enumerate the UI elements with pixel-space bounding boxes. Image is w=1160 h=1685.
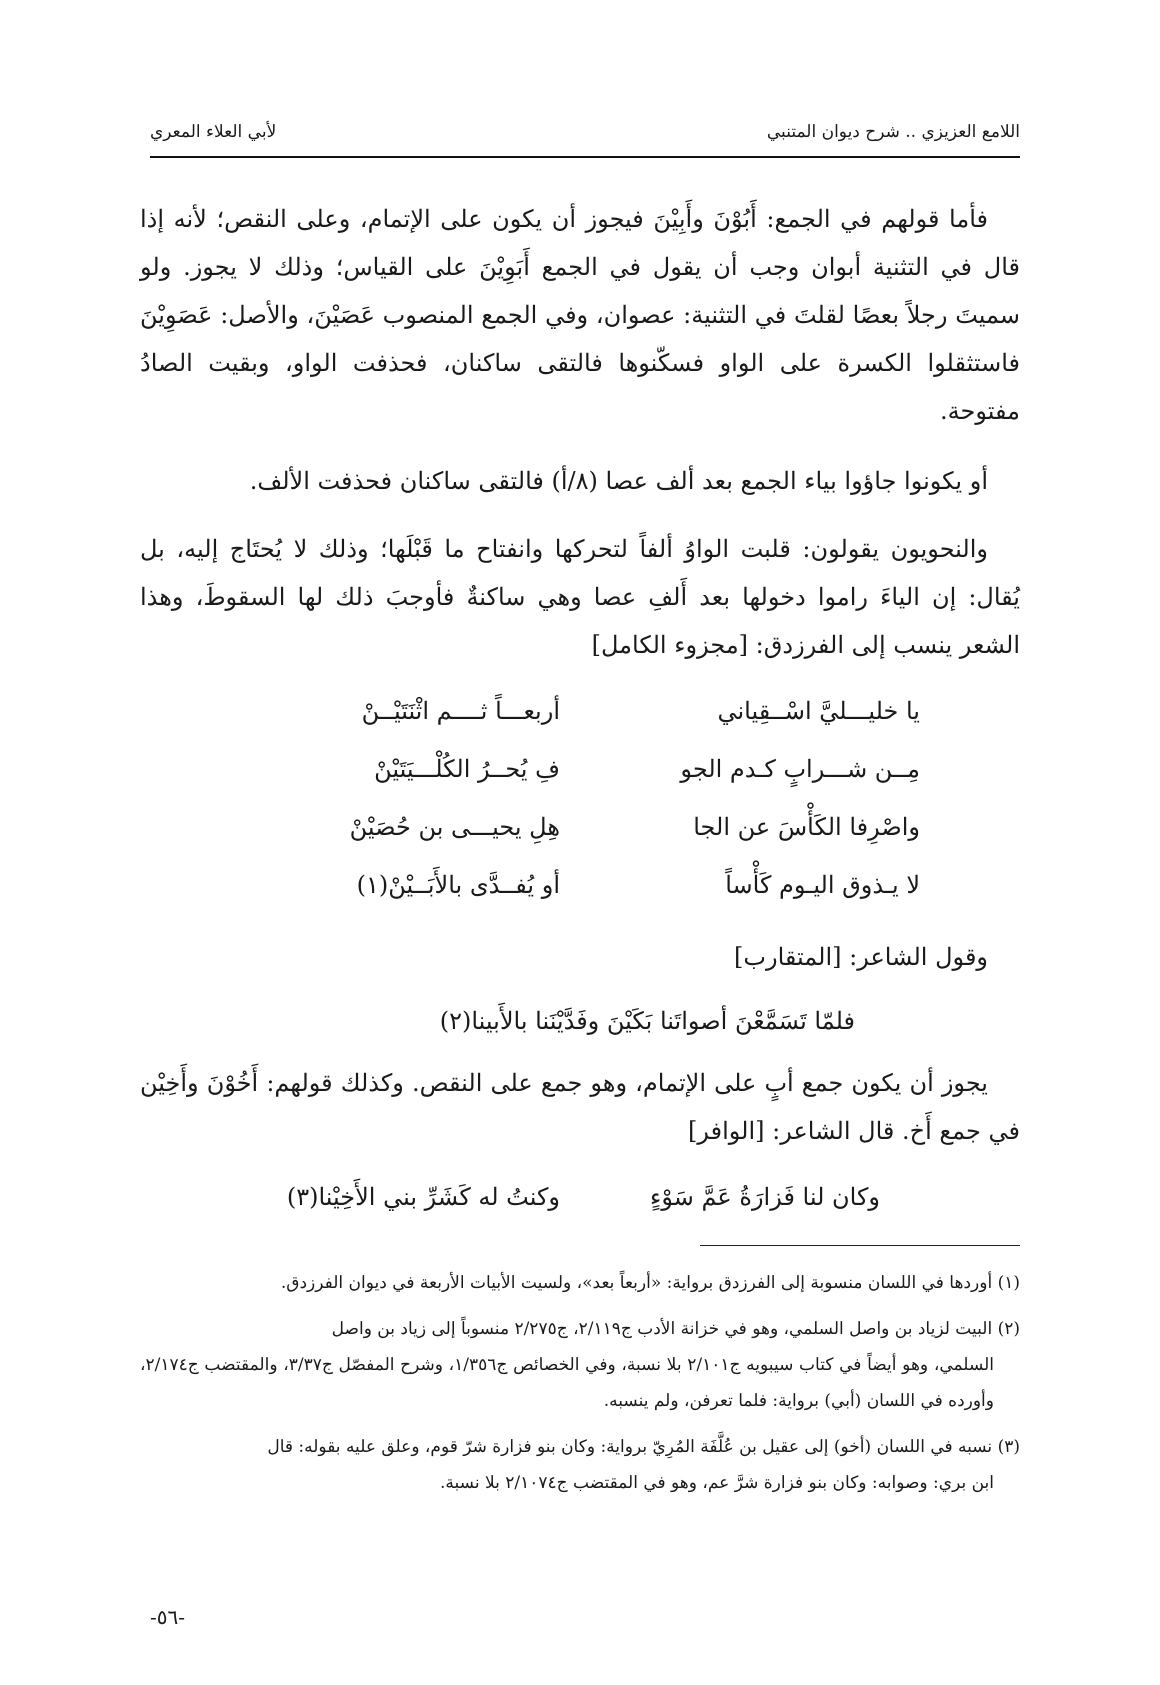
paragraph-1: فأما قولهم في الجمع: أَبُوْنَ وأَبِيْنَ فيجوز أن يكون على الإتمام، وعلى النقص؛ لأنه إذا قال في التثنية أبوان وجب أن يقول في الجمع أَبَوِيْنَ على القياس؛ وذلك لا يجوز. ولو سميتَ رجلاً بعصًا لقلتَ في التثنية: عصوان، وفي الجمع المنصوب عَصَيْنَ، والأصل: عَصَوِيْنَ فاستثقلوا الكسرة على الواو فسكّنوها فالتقى ساكنان، فحذفت الواو، وبقيت الصادُ مفتوحة. — [140, 205, 1021, 425]
footnotes — [140, 1265, 1020, 1511]
paragraph-4: وقول الشاعر: [المتقارب] — [734, 943, 988, 971]
footnote — [140, 1311, 1020, 1419]
verse-first-hemistich: واصْرِفا الكَأْسَ عن الجا — [693, 813, 920, 841]
verse-line — [140, 807, 1020, 865]
verse-first-hemistich: لا يـذوق اليـوم كَأْساً — [725, 871, 920, 899]
footnote-separator — [700, 1245, 1020, 1246]
page-number: -٥٦- — [150, 1605, 186, 1629]
paragraph-3: والنحويون يقولون: قلبت الواوُ ألفاً لتحركها وانفتاح ما قَبْلَها؛ وذلك لا يُحتَاج إليه، بل يُقال: إن الياءَ راموا دخولها بعد أَلفِ عصا وهي ساكنةٌ فأوجبَ ذلك لها السقوطَ، وهذا الشعر ينسب إلى الفرزدق: [مجزوء الكامل] — [140, 535, 1020, 659]
verse-mutaqarib — [140, 1001, 1020, 1059]
verse-first-hemistich: وكان لنا فَزارَةُ عَمَّ سَوْءٍ — [650, 1183, 880, 1211]
verse-line — [140, 749, 1020, 807]
verse-line — [140, 865, 1020, 923]
verse-second-hemistich: وكنتُ له كَشَرِّ بني الأَخِيْنا(٣) — [286, 1183, 560, 1211]
running-header — [150, 108, 1020, 158]
poem-verses — [140, 691, 1020, 923]
verse-second-hemistich: فِ يُحــرُ الكُلْـــيَتَيْنْ — [374, 755, 560, 783]
verse-second-hemistich: أو يُفــدَّى بالأَبَــيْنْ(١) — [356, 871, 560, 899]
verse-line — [140, 691, 1020, 749]
verse-first-hemistich: مِــن شـــرابٍ كـدم الجو — [680, 755, 920, 783]
verse-second-hemistich: هِلِ يحيـــى بن حُصَيْنْ — [349, 813, 560, 841]
footnote-text: البيت لزياد بن واصل السلمي، وهو في خزانة الأدب ج٢/١١٩، ج٢/٢٧٥ منسوباً إلى زياد بن واصل — [331, 1319, 993, 1339]
footnote-continuation: ابن بري: وصوابه: وكان بنو فزارة شرَّ عم، وهو في المقتضب ج٢/١٠٧٤ بلا نسبة. — [440, 1473, 994, 1493]
paragraph-5: يجوز أن يكون جمع أبٍ على الإتمام، وهو جمع على النقص. وكذلك قولهم: أَخُوْنَ وأَخِيْن في جمع أَخ. قال الشاعر: [الوافر] — [140, 1069, 1020, 1145]
footnote-text: نسبه في اللسان (أخو) إلى عقيل بن عُلَّفَة المُرِيّ برواية: وكان بنو فزارة شرّ قوم، وعلق عليه بقوله: قال — [267, 1437, 993, 1457]
footnote — [140, 1429, 1020, 1501]
book-title: اللامع العزيزي .. شرح ديوان المتنبي — [766, 122, 1020, 142]
author-name: لأبي العلاء المعري — [150, 122, 277, 142]
verse-second-hemistich: أربعـــاً ثــــم اثْنَتَيْــنْ — [361, 697, 560, 725]
footnote-continuation: السلمي، وهو أيضاً في كتاب سيبويه ج٢/١٠١ بلا نسبة، وفي الخصائص ج١/٣٥٦، وشرح المفصّل ج٣/٣٧، والمقتضب ج٢/١٧٤، وأورده في اللسان (أبي) برواية: فلما تعرفن، ولم ينسبه. — [140, 1355, 995, 1411]
footnote-text: أوردها في اللسان منسوبة إلى الفرزدق برواية: «أربعاً بعد»، ولسيت الأبيات الأربعة في ديوان الفرزدق. — [280, 1273, 993, 1293]
paragraph-2: أو يكونوا جاؤوا بياء الجمع بعد ألف عصا (٨/أ) فالتقى ساكنان فحذفت الألف. — [249, 467, 988, 495]
verse-first-hemistich: يا خليـــليَّ اسْــقِياني — [717, 697, 920, 725]
footnote-mark: (٣) — [997, 1437, 1020, 1457]
footnote — [140, 1265, 1020, 1301]
verse-text: فلمّا تَسَمَّعْنَ أصواتَنا بَكَيْنَ وفَدَّيْنَنا بالأَبينا(٢) — [439, 1007, 855, 1035]
verse-wafir — [140, 1177, 1020, 1235]
main-text — [140, 195, 1020, 1235]
footnote-mark: (٢) — [997, 1319, 1020, 1339]
footnote-mark: (١) — [997, 1273, 1020, 1293]
